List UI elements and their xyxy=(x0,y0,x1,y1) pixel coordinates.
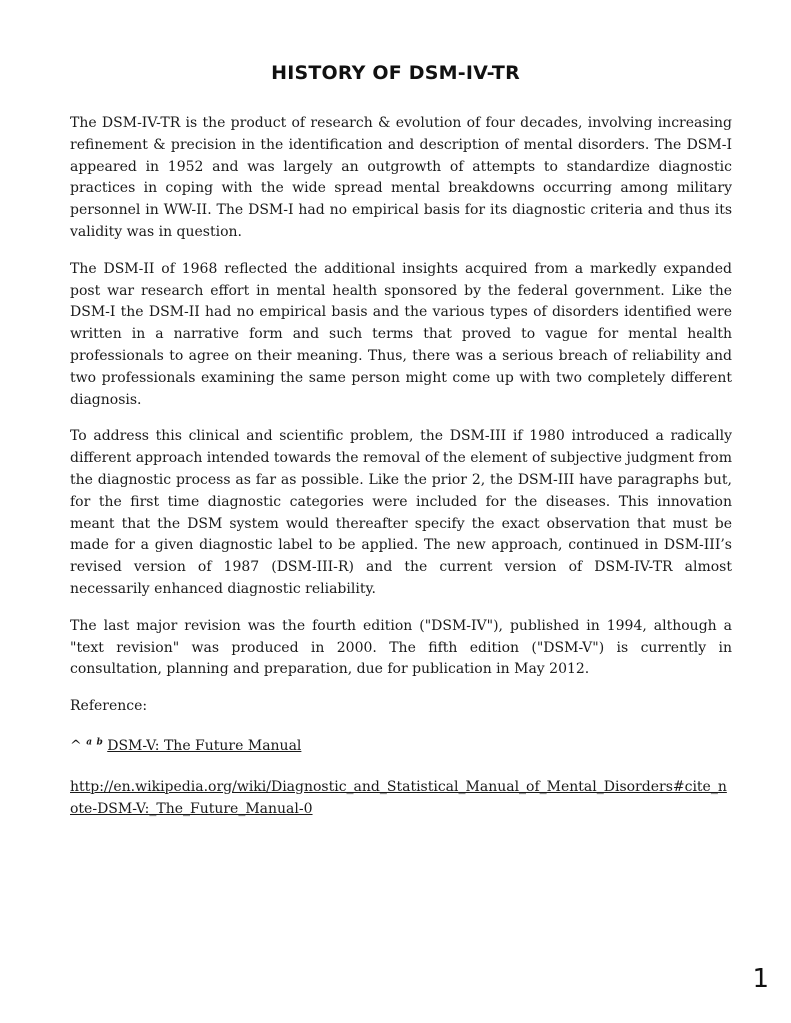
paragraph: The DSM-II of 1968 reflected the additional insights acquired from a markedly expanded post war research effort in mental health sponsored by the federal government. Like the DSM-I the DSM-II had no empirical basis and the various types of disorders identified were written in a narrative form and such terms that proved to vague for mental health professionals to agree on their meaning. Thus, there was a serious breach of reliability and two professionals examining the same person might come up with two completely different diagnosis. xyxy=(70,260,732,408)
caret-marker[interactable]: ^ xyxy=(70,737,82,754)
reference-link[interactable]: DSM-V: The Future Manual xyxy=(107,737,302,754)
reference-entry xyxy=(70,736,732,758)
paragraph: To address this clinical and scientific problem, the DSM-III if 1980 introduced a radically different approach intended towards the removal of the element of subjective judgment from the diagnostic process as far as possible. Like the prior 2, the DSM-III have paragraphs but, for the first time diagnostic categories were included for the diseases. This innovation meant that the DSM system would thereafter specify the exact observation that must be made for a given diagnostic label to be applied. The new approach, continued in DSM-III’s revised version of 1987 (DSM-III-R) and the current version of DSM-IV-TR almost necessarily enhanced diagnostic reliability. xyxy=(70,428,732,597)
reference-url[interactable]: http://en.wikipedia.org/wiki/Diagnostic_and_Statistical_Manual_of_Mental_Disorders#cite_note-DSM-V:_The_Future_Manual-0 xyxy=(70,778,727,817)
page-number: 1 xyxy=(752,964,769,994)
backlink-b[interactable]: b xyxy=(96,737,103,748)
backlink-a[interactable]: a xyxy=(86,737,93,748)
reference-label: Reference: xyxy=(70,698,148,715)
document-body xyxy=(70,113,732,820)
paragraph: The last major revision was the fourth edition ("DSM-IV"), published in 1994, although a "text revision" was produced in 2000. The fifth edition ("DSM-V") is currently in consultation, planning and preparation, due for publication in May 2012. xyxy=(70,617,732,678)
paragraph: The DSM-IV-TR is the product of research & evolution of four decades, involving increasing refinement & precision in the identification and description of mental disorders. The DSM-I appeared in 1952 and was largely an outgrowth of attempts to standardize diagnostic practices in coping with the wide spread mental breakdowns occurring among military personnel in WW-II. The DSM-I had no empirical basis for its diagnostic criteria and thus its validity was in question. xyxy=(70,115,732,240)
page-title: HISTORY OF DSM-IV-TR xyxy=(271,62,520,84)
